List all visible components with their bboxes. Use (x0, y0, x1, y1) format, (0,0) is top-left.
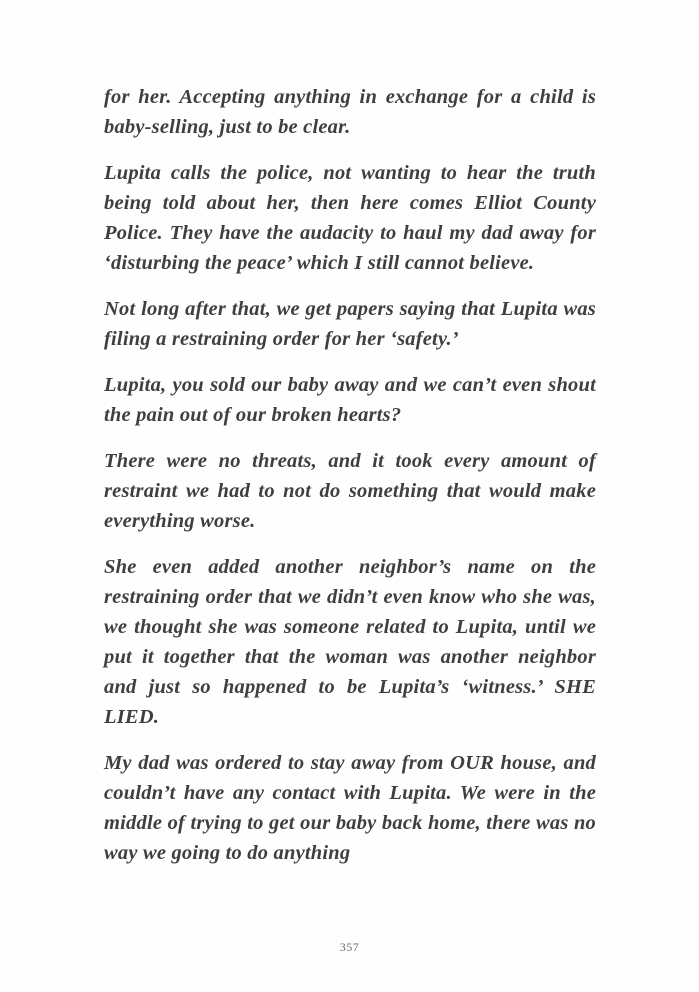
paragraph-2: Lupita calls the police, not wanting to hear the truth being told about her, then here comes Elliot County Police. They have the audacity to haul my dad away for ‘disturbing the peace’ which I still cannot believe. (104, 162, 596, 274)
paragraph-1: for her. Accepting anything in exchange for a child is baby-selling, just to be clear. (104, 86, 596, 138)
paragraph-5: There were no threats, and it took every amount of restraint we had to not do something that would make everything worse. (104, 450, 596, 532)
page-text (104, 82, 596, 868)
paragraph-4: Lupita, you sold our baby away and we can’t even shout the pain out of our broken hearts? (104, 374, 596, 426)
paragraph-3: Not long after that, we get papers saying that Lupita was filing a restraining order for her ‘safety.’ (104, 298, 596, 350)
paragraph-7: My dad was ordered to stay away from OUR house, and couldn’t have any contact with Lupita. We were in the middle of trying to get our baby back home, there was no way we going to do anything (104, 752, 596, 864)
page-number: 357 (339, 940, 360, 954)
paragraph-6: She even added another neighbor’s name on the restraining order that we didn’t even know who she was, we thought she was someone related to Lupita, until we put it together that the woman was another neighbor and just so happened to be Lupita’s ‘witness.’ SHE LIED. (104, 556, 596, 728)
